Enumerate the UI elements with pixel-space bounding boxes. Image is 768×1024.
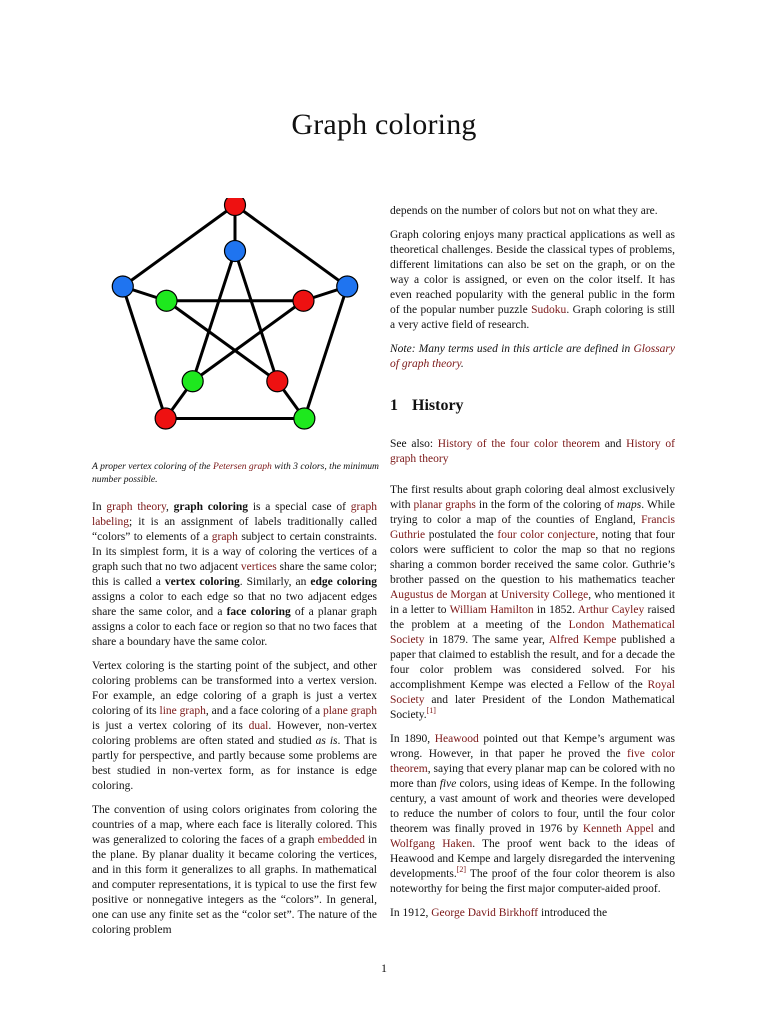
paragraph-intro: In graph theory, graph coloring is a special case of graph labeling; it is an assignment of labels traditionally called “colors” to elements of a graph subject to certain constraints. In its simplest form, it is a way of coloring the vertices of a graph such that no two adjacent vertices share the same color; this is called a vertex coloring. Similarly, an edge coloring assigns a color to each edge so that no two adjacent edges share the same color, and a face coloring of a planar graph assigns a color to each face or region so that no two faces that share a boundary have the same color.	[92, 501, 378, 648]
petersen-graph	[92, 198, 382, 453]
paragraph-convention: The convention of using colors originates from coloring the countries of a map, where each face is literally colored. This was generalized to coloring the faces of a graph embedded in the plane. By planar duality it became coloring the vertices, and in this form it generalizes to all graphs. In mathematical and computer representations, it is typical to use the first few positive or nonnegative integers as the “colors”. In general, one can use any finite set as the “color set”. The nature of the coloring problem	[92, 804, 377, 936]
graph-edge	[193, 251, 235, 381]
link-arthur-cayley[interactable]: Arthur Cayley	[577, 604, 645, 616]
graph-edge	[235, 205, 347, 287]
link-alfred-kempe[interactable]: Alfred Kempe	[548, 634, 617, 646]
paragraph-applications: Graph coloring enjoys many practical applications as well as theoretical challenges. Beside the classical types of problems, different limitations can also be set on the graph, or on the way a color is assigned, or even on the color itself. It has even reached popularity with the general public in the form of the popular number puzzle Sudoku. Graph coloring is still a very active field of research.	[390, 229, 675, 331]
link-plane-graph[interactable]: plane graph	[322, 705, 377, 717]
section-number: 1	[390, 397, 398, 414]
left-column	[92, 500, 377, 947]
link-line-graph[interactable]: line graph	[159, 705, 206, 717]
section-heading-history	[390, 398, 675, 413]
paragraph-history-first: The first results about graph coloring deal almost exclusively with planar graphs in the form of the coloring of maps. While trying to color a map of the counties of England, Francis Guthrie postulated the four color conjecture, noting that four colors were sufficient to color the map so that no regions sharing a common border received the same color. Guthrie’s brother passed on the question to his mathematics teacher Augustus de Morgan at University College, who mentioned it in a letter to William Hamilton in 1852. Arthur Cayley raised the problem at a meeting of the London Mathematical Society in 1879. The same year, Alfred Kempe published a paper that claimed to establish the result, and for a decade the four color problem was considered solved. For his accomplishment Kempe was elected a Fellow of the Royal Society and later President of the London Mathematical Society.[1]	[390, 484, 676, 721]
paragraph-vertex-coloring: Vertex coloring is the starting point of the subject, and other coloring problems can be transformed into a vertex version. For example, an edge coloring of a graph is just a vertex coloring of its line graph, and a face coloring of a plane graph is just a vertex coloring of its dual. However, non-vertex coloring problems are often stated and studied as is. That is partly for perspective, and partly because some problems are best studied in non-vertex form, as for instance is edge coloring.	[92, 660, 377, 792]
reference-2[interactable]: [2]	[456, 865, 467, 875]
link-graph-labeling[interactable]: graph labeling	[92, 501, 377, 528]
note: Note: Many terms used in this article are defined in Glossary of graph theory.	[390, 343, 675, 370]
link-kenneth-appel[interactable]: Kenneth Appel	[582, 823, 654, 835]
link-history-four-color[interactable]: History of the four color theorem	[437, 438, 601, 450]
graph-vertex-inner-red	[267, 371, 288, 392]
graph-vertex-inner-green	[182, 371, 203, 392]
link-george-david-birkhoff[interactable]: George David Birkhoff	[431, 907, 539, 919]
link-history-graph-theory[interactable]: History of graph theory	[390, 438, 675, 465]
section-title: History	[412, 397, 464, 414]
graph-vertex-outer-green	[294, 408, 315, 429]
link-francis-guthrie[interactable]: Francis Guthrie	[390, 514, 675, 541]
graph-edge	[235, 251, 277, 381]
link-five-color-theorem[interactable]: five color theorem	[390, 748, 675, 775]
graph-edge	[193, 301, 304, 381]
link-graph-theory[interactable]: graph theory	[106, 501, 166, 513]
page-number: 1	[381, 961, 387, 975]
paragraph-history-second: In 1890, Heawood pointed out that Kempe’s argument was wrong. However, in that paper he proved the five color theorem, saying that every planar map can be colored with no more than five colors, using ideas of Kempe. In the following century, a vast amount of work and theories were developed to reduce the number of colors to four, until the four color theorem was finally proved in 1976 by Kenneth Appel and Wolfgang Haken. The proof went back to the ideas of Heawood and Kempe and largely disregarded the intervening developments.[2] The proof of the four color theorem is also noteworthy for being the first major computer-aided proof.	[390, 733, 675, 895]
link-glossary[interactable]: Glossary of graph theory	[390, 343, 675, 370]
petersen-graph-figure	[92, 198, 382, 485]
graph-edge	[123, 205, 235, 287]
link-augustus-de-morgan[interactable]: Augustus de Morgan	[390, 589, 487, 601]
link-royal-society[interactable]: Royal Society	[390, 679, 675, 706]
link-graph[interactable]: graph	[211, 531, 238, 543]
figure-caption: A proper vertex coloring of the Petersen graph with 3 colors, the minimum number possible.	[92, 461, 379, 485]
graph-vertex-outer-blue	[112, 276, 133, 297]
link-university-college[interactable]: University College	[500, 589, 589, 601]
link-heawood[interactable]: Heawood	[434, 733, 479, 745]
link-four-color-conjecture[interactable]: four color conjecture	[497, 529, 596, 541]
graph-vertex-outer-red	[225, 198, 246, 216]
graph-vertex-inner-blue	[225, 241, 246, 262]
link-william-hamilton[interactable]: William Hamilton	[449, 604, 534, 616]
link-embedded[interactable]: embedded	[317, 834, 365, 846]
link-petersen-graph[interactable]: Petersen graph	[212, 461, 272, 472]
graph-edge	[167, 301, 278, 381]
link-vertices[interactable]: vertices	[240, 561, 277, 573]
link-dual[interactable]: dual	[248, 720, 269, 732]
link-london-mathematical-society[interactable]: London Mathematical Society	[390, 619, 676, 646]
link-sudoku[interactable]: Sudoku	[531, 304, 567, 316]
link-wolfgang-haken[interactable]: Wolfgang Haken	[390, 838, 473, 850]
graph-vertex-outer-red	[155, 408, 176, 429]
graph-vertex-inner-red	[293, 290, 314, 311]
graph-vertex-outer-blue	[337, 276, 358, 297]
paragraph-continuation: depends on the number of colors but not on what they are.	[390, 205, 658, 217]
link-planar-graphs[interactable]: planar graphs	[413, 499, 476, 511]
reference-1[interactable]: [1]	[426, 706, 436, 716]
paragraph-history-third: In 1912, George David Birkhoff introduced the	[390, 907, 608, 919]
see-also: See also: History of the four color theorem and History of graph theory	[390, 438, 675, 465]
right-column	[390, 204, 675, 930]
page-title: Graph coloring	[291, 108, 477, 141]
graph-vertex-inner-green	[156, 290, 177, 311]
